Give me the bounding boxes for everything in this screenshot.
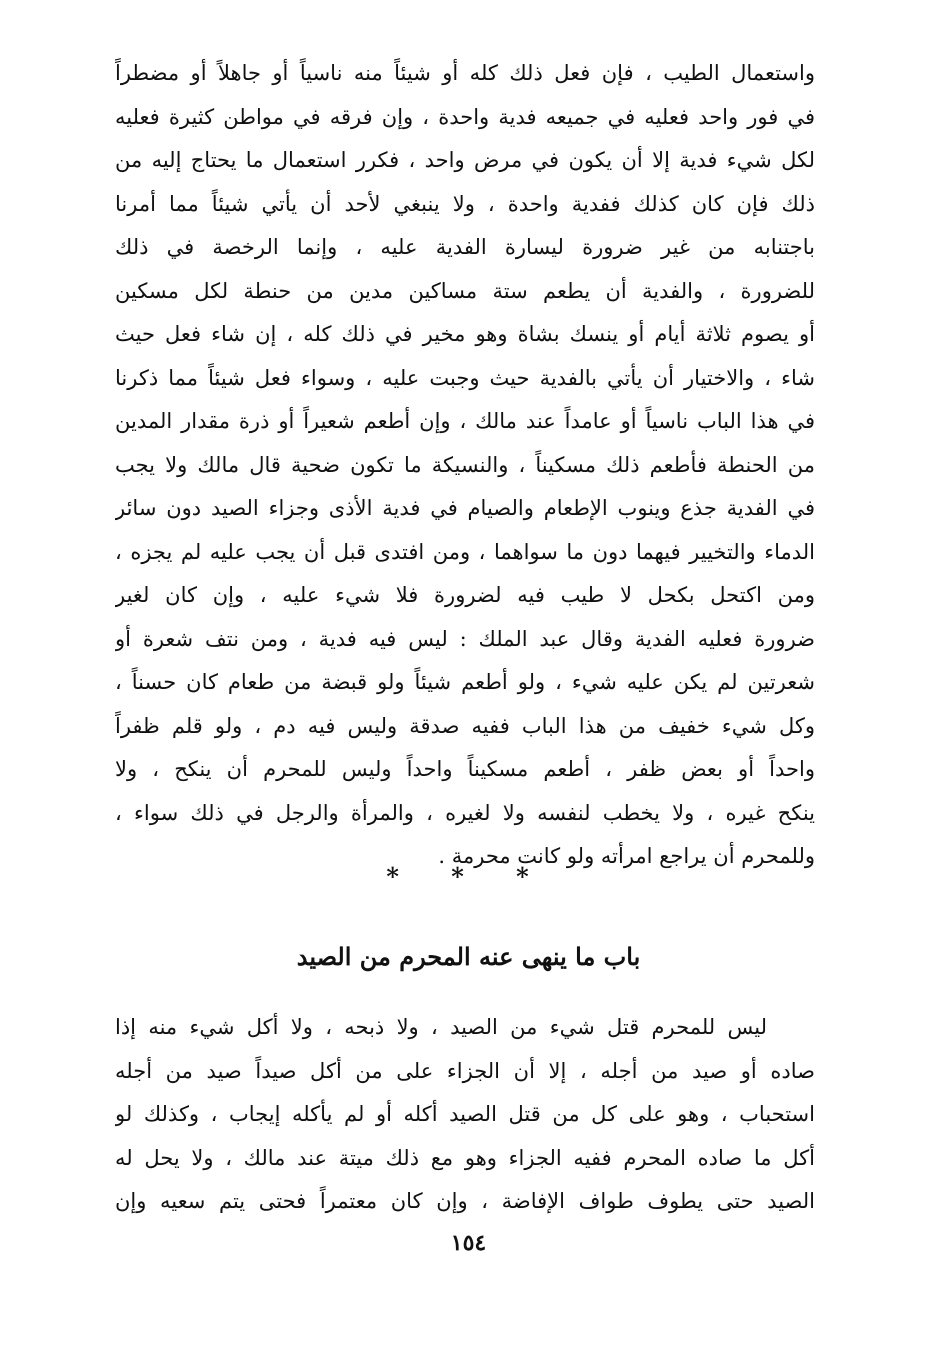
text-line: من الحنطة فأطعم ذلك مسكيناً ، والنسيكة ما تكون ضحية قال مالك ولا يجب bbox=[115, 452, 815, 477]
section-separator: * * * bbox=[386, 862, 551, 891]
text-line: في فور واحد فعليه في جميعه فدية واحدة ، وإن فرقه في مواطن كثيرة فعليه bbox=[115, 104, 815, 129]
main-text-block bbox=[115, 52, 815, 879]
text-line: شعرتين لم يكن عليه شيء ، ولو أطعم شيئاً ولو قبضة من طعام كان حسناً ، bbox=[115, 670, 815, 694]
text-line: ليس للمحرم قتل شيء من الصيد ، ولا ذبحه ، ولا أكل شيء منه إذا bbox=[115, 1015, 767, 1039]
text-line: أو يصوم ثلاثة أيام أو ينسك بشاة وهو مخير في ذلك كله ، إن شاء فعل حيث bbox=[115, 322, 815, 346]
text-line: واحداً أو بعض ظفر ، أطعم مسكيناً واحداً وليس للمحرم أن ينكح ، ولا bbox=[115, 757, 815, 781]
text-line: استحباب ، وهو على كل من قتل الصيد أكله أو لم يأكله إيجاب ، وكذلك لو bbox=[115, 1102, 815, 1126]
text-line: ذلك فإن كان كذلك ففدية واحدة ، ولا ينبغي لأحد أن يأتي شيئاً مما أمرنا bbox=[115, 191, 815, 216]
text-line: صاده أو صيد من أجله ، إلا أن الجزاء على من أكل صيداً صيد من أجله bbox=[115, 1058, 815, 1083]
text-line: ينكح غيره ، ولا يخطب لنفسه ولا لغيره ، والمرأة والرجل في ذلك سواء ، bbox=[115, 800, 815, 825]
page-number: ١٥٤ bbox=[450, 1230, 487, 1256]
text-line: للضرورة ، والفدية أن يطعم ستة مساكين مدين من حنطة لكل مسكين bbox=[115, 278, 815, 303]
text-line: ومن اكتحل بكحل لا طيب فيه لضرورة فلا شيء عليه ، وإن كان لغير bbox=[115, 583, 815, 607]
section-text-block bbox=[115, 1006, 815, 1224]
text-line: وللمحرم أن يراجع امرأته ولو كانت محرمة . bbox=[438, 844, 815, 868]
text-line: وكل شيء خفيف من هذا الباب ففيه صدقة وليس فيه دم ، ولو قلم ظفراً bbox=[115, 713, 815, 738]
text-line: أكل ما صاده المحرم ففيه الجزاء وهو مع ذلك ميتة عند مالك ، ولا يحل له bbox=[115, 1145, 815, 1170]
text-line: ضرورة فعليه الفدية وقال عبد الملك : ليس فيه فدية ، ومن نتف شعرة أو bbox=[115, 626, 815, 651]
text-line: واستعمال الطيب ، فإن فعل ذلك كله أو شيئاً منه ناسياً أو جاهلاً أو مضطراً bbox=[115, 61, 815, 85]
text-line: الصيد حتى يطوف طواف الإفاضة ، وإن كان معتمراً فحتى يتم سعيه وإن bbox=[115, 1189, 815, 1213]
section-heading: باب ما ينهى عنه المحرم من الصيد bbox=[296, 942, 641, 971]
text-line: باجتنابه من غير ضرورة ليسارة الفدية عليه ، وإنما الرخصة في ذلك bbox=[115, 235, 815, 259]
text-line: لكل شيء فدية إلا أن يكون في مرض واحد ، فكرر استعمال ما يحتاج إليه من bbox=[115, 148, 815, 172]
text-line: في هذا الباب ناسياً أو عامداً عند مالك ، وإن أطعم شعيراً أو ذرة مقدار المدين bbox=[115, 409, 815, 433]
text-line: الدماء والتخيير فيهما دون ما سواهما ، ومن افتدى قبل أن يجب عليه لم يجزه ، bbox=[115, 539, 815, 564]
text-line: شاء ، والاختيار أن يأتي بالفدية حيث وجبت عليه ، وسواء فعل شيئاً مما ذكرنا bbox=[115, 365, 815, 390]
text-line: في الفدية جذع وينوب الإطعام والصيام في فدية الأذى وجزاء الصيد دون سائر bbox=[115, 496, 815, 520]
